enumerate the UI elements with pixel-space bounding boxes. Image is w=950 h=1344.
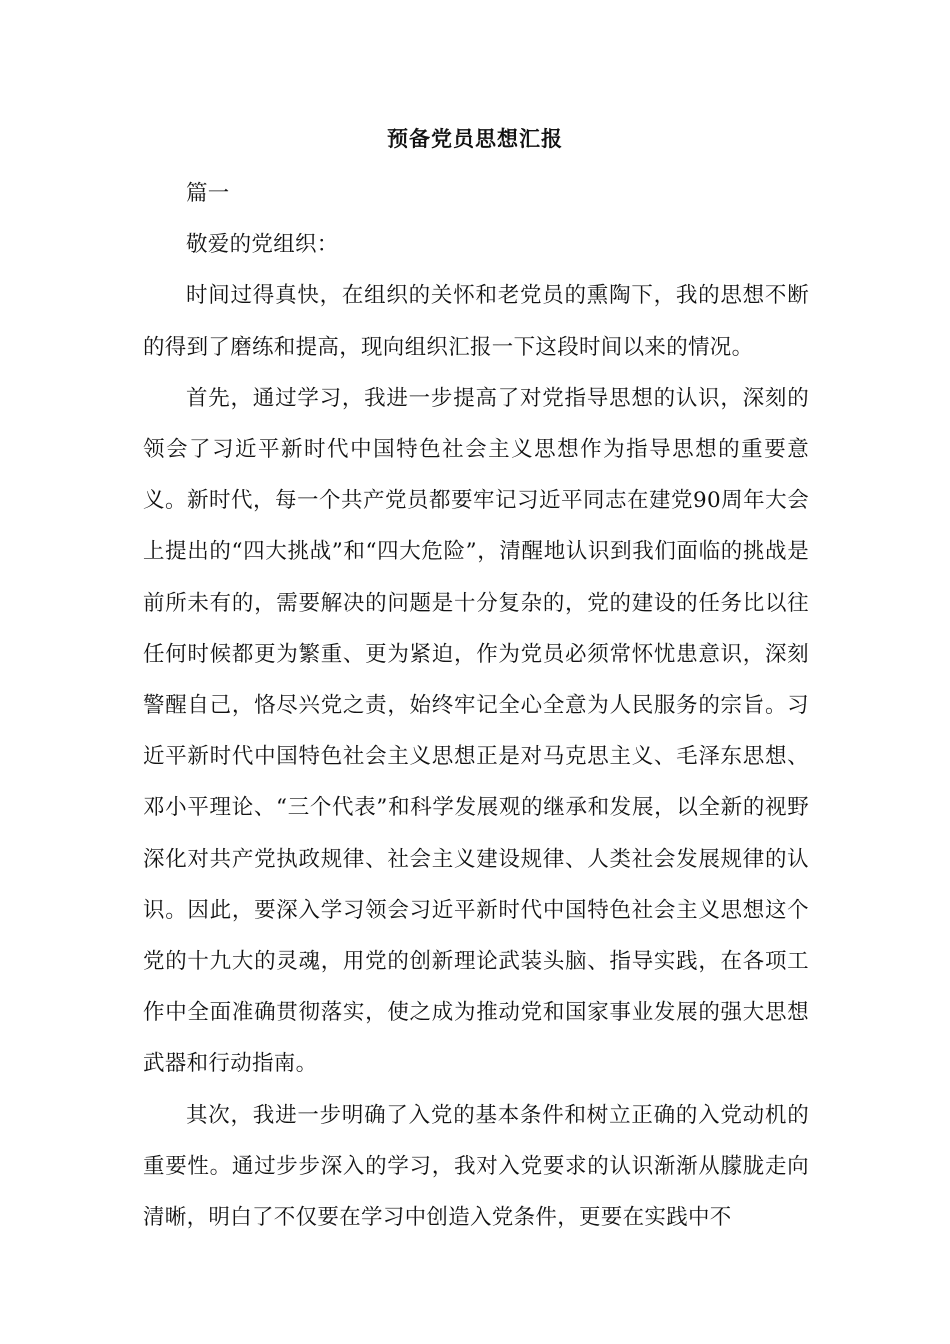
- paragraph-1: 时间过得真快，在组织的关怀和老党员的熏陶下，我的思想不断的得到了磨练和提高，现向组织汇报一下这段时间以来的情况。: [143, 283, 809, 360]
- salutation: 敬爱的党组织：: [186, 232, 339, 258]
- paragraph-2: 首先，通过学习，我进一步提高了对党指导思想的认识，深刻的领会了习近平新时代中国特色社会主义思想作为指导思想的重要意义。新时代，每一个共产党员都要牢记习近平同志在建党90周年大会上提出的“四大挑战”和“四大危险”，清醒地认识到我们面临的挑战是前所未有的，需要解决的问题是十分复杂的，党的建设的任务比以往任何时候都更为繁重、更为紧迫，作为党员必须常怀忧患意识，深刻警醒自己，恪尽兴党之责，始终牢记全心全意为人民服务的宗旨。习近平新时代中国特色社会主义思想正是对马克思主义、毛泽东思想、邓小平理论、“三个代表”和科学发展观的继承和发展，以全新的视野深化对共产党执政规律、社会主义建设规律、人类社会发展规律的认识。因此，要深入学习领会习近平新时代中国特色社会主义思想这个党的十九大的灵魂，用党的创新理论武装头脑、指导实践，在各项工作中全面准确贯彻落实，使之成为推动党和国家事业发展的强大思想武器和行动指南。: [143, 385, 809, 1077]
- section-heading: 篇一: [186, 181, 230, 206]
- document-body: [143, 168, 809, 1243]
- paragraph-3: 其次，我进一步明确了入党的基本条件和树立正确的入党动机的重要性。通过步步深入的学习，我对入党要求的认识渐渐从朦胧走向清晰，明白了不仅要在学习中创造入党条件，更要在实践中不: [143, 1102, 809, 1231]
- document-title: 预备党员思想汇报: [387, 126, 563, 151]
